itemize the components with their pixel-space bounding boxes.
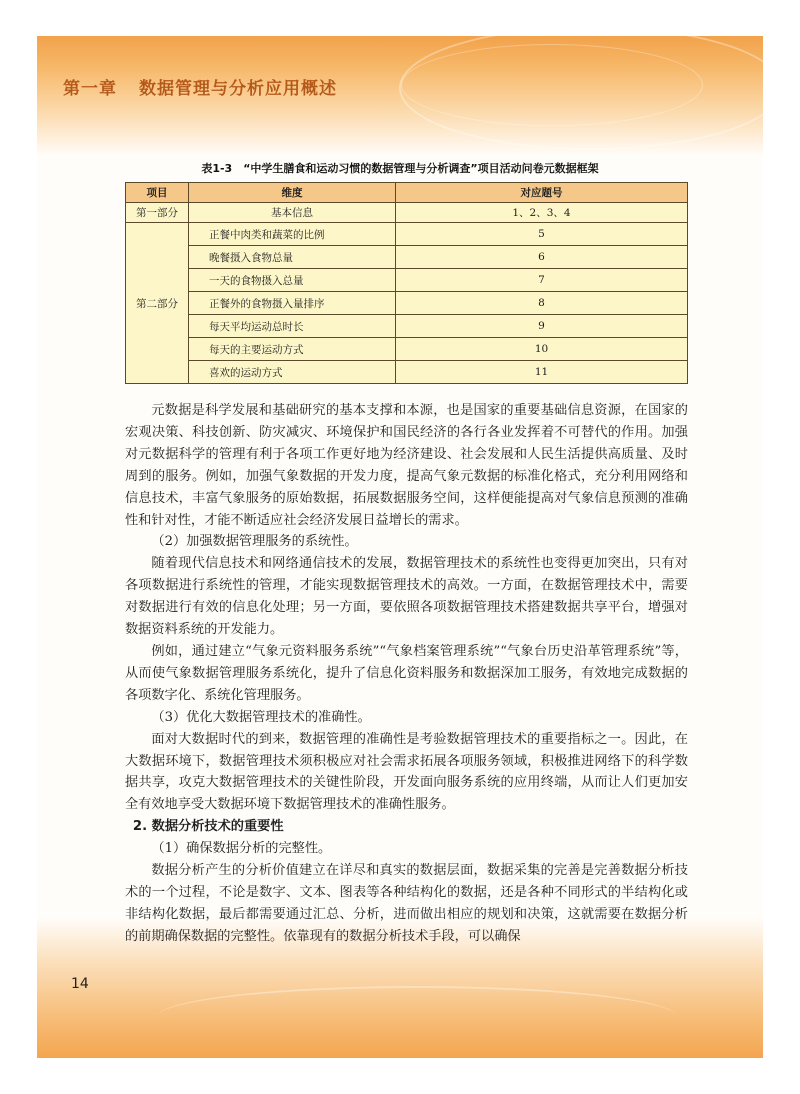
- dimension-cell: 喜欢的运动方式: [189, 361, 396, 384]
- paragraph: 例如，通过建立“气象元资料服务系统”“气象档案管理系统”“气象台历史沿革管理系统”等，从而使气象数据管理服务系统化，提升了信息化资料服务和数据深加工服务，有效地完成数据的各项数字化、系统化管理服务。: [125, 643, 688, 703]
- subheading: （3）优化大数据管理技术的准确性。: [151, 709, 371, 725]
- header-banner: [37, 36, 763, 156]
- question-number-cell: 7: [396, 269, 688, 292]
- paragraph: 元数据是科学发展和基础研究的基本支撑和本源，也是国家的重要基础信息资源，在国家的宏观决策、科技创新、防灾减灾、环境保护和国民经济的各行各业发挥着不可替代的作用。加强对元数据科学的管理有利于各项工作更好地为经济建设、社会发展和人民生活提供高质量、及时周到的服务。例如，加强气象数据的开发力度，提高气象元数据的标准化格式，充分利用网络和信息技术，丰富气象服务的原始数据，拓展数据服务空间，这样便能提高对气象信息预测的准确性和针对性，才能不断适应社会经济发展日益增长的需求。: [125, 403, 688, 528]
- table-row: [126, 223, 688, 246]
- table-row: [126, 246, 688, 269]
- table-row: [126, 292, 688, 315]
- dimension-cell: 一天的食物摄入总量: [189, 269, 396, 292]
- textbook-page: [37, 36, 763, 1058]
- header-decoration: [401, 44, 703, 126]
- question-number-cell: 8: [396, 292, 688, 315]
- dimension-cell: 晚餐摄入食物总量: [189, 246, 396, 269]
- question-number-cell: 6: [396, 246, 688, 269]
- dimension-cell: 正餐中肉类和蔬菜的比例: [189, 223, 396, 246]
- paragraph: 数据分析产生的分析价值建立在详尽和真实的数据层面，数据采集的完善是完善数据分析技术的一个过程，不论是数字、文本、图表等各种结构化的数据，还是各种不同形式的半结构化或非结构化数据，最后都需要通过汇总、分析，进而做出相应的规划和决策，这就需要在数据分析的前期确保数据的完整性。依靠现有的数据分析技术手段，可以确保: [125, 863, 688, 944]
- dimension-cell: 每天平均运动总时长: [189, 315, 396, 338]
- question-number-cell: 9: [396, 315, 688, 338]
- part-cell: 第二部分: [126, 223, 189, 384]
- table-row: [126, 203, 688, 223]
- chapter-number: 第一章: [63, 79, 117, 99]
- subheading: （2）加强数据管理服务的系统性。: [151, 534, 358, 550]
- table-header-cell: 维度: [189, 183, 396, 203]
- page-number: 14: [71, 976, 89, 992]
- subheading: （1）确保数据分析的完整性。: [151, 841, 332, 857]
- chapter-heading: [63, 74, 337, 99]
- table-row: [126, 269, 688, 292]
- chapter-title: 数据管理与分析应用概述: [139, 79, 337, 99]
- table-row: [126, 338, 688, 361]
- paragraph: 面对大数据时代的到来，数据管理的准确性是考验数据管理技术的重要指标之一。因此，在大数据环境下，数据管理技术须积极应对社会需求拓展各项服务领域，积极推进网络下的科学数据共享，攻克大数据管理技术的关键性阶段，开发面向服务系统的应用终端，从而让人们更加安全有效地享受大数据环境下数据管理技术的准确性服务。: [125, 731, 688, 813]
- question-number-cell: 5: [396, 223, 688, 246]
- part-cell: 第一部分: [126, 203, 189, 223]
- paragraph: 随着现代信息技术和网络通信技术的发展，数据管理技术的系统性也变得更加突出，只有对各项数据进行系统性的管理，才能实现数据管理技术的高效。一方面，在数据管理技术中，需要对数据进行有效的信息化处理；另一方面，要依照各项数据管理技术搭建数据共享平台，增强对数据资料系统的开发能力。: [125, 556, 688, 638]
- table-row: [126, 315, 688, 338]
- metadata-table: [125, 182, 688, 384]
- table-header-row: [126, 183, 688, 203]
- body-text: [125, 400, 688, 948]
- table-header-cell: 项目: [126, 183, 189, 203]
- question-number-cell: 1、2、3、4: [396, 203, 688, 223]
- question-number-cell: 10: [396, 338, 688, 361]
- table-header-cell: 对应题号: [396, 183, 688, 203]
- question-number-cell: 11: [396, 361, 688, 384]
- dimension-cell: 每天的主要运动方式: [189, 338, 396, 361]
- section-heading: 2. 数据分析技术的重要性: [132, 819, 284, 835]
- footer-decoration: [157, 986, 677, 1048]
- dimension-cell: 基本信息: [189, 203, 396, 223]
- table-row: [126, 361, 688, 384]
- table-caption: 表1-3 “中学生膳食和运动习惯的数据管理与分析调查”项目活动问卷元数据框架: [201, 162, 599, 175]
- dimension-cell: 正餐外的食物摄入量排序: [189, 292, 396, 315]
